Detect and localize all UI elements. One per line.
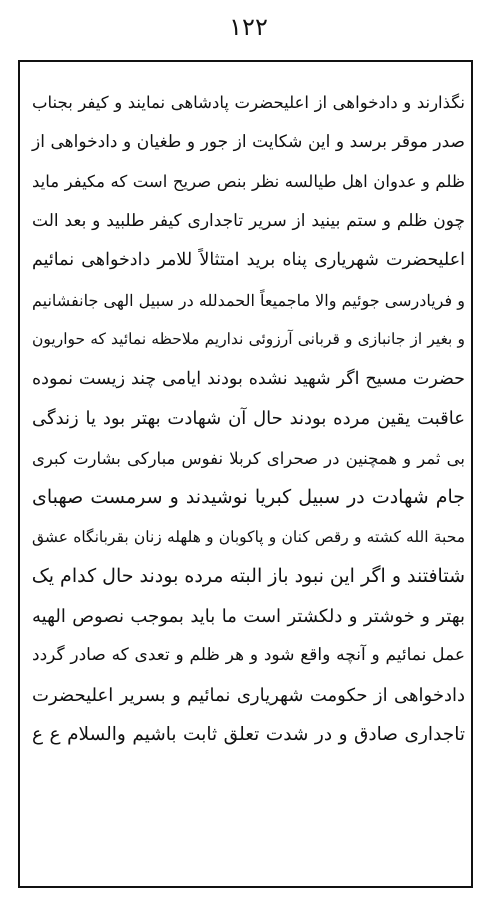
text-line: اعلیحضرت شهریاری پناه برید امتثالاً للامر دادخواهی نمائیم xyxy=(32,250,465,270)
text-line: ظلم و عدوان اهل طیالسه نظر بنص صریح است که مکیفر ماید xyxy=(32,172,465,191)
text-line: بهتر و خوشتر و دلکشتر است ما باید بموجب نصوص الهیه xyxy=(32,605,465,627)
text-line: عاقبت یقین مرده بودند حال آن شهادت بهتر بود یا زندگی xyxy=(32,408,465,429)
text-line: چون ظلم و ستم بینید از سریر تاجداری کیفر طلبید و بعد الت xyxy=(32,210,465,231)
text-line: نگذارند و دادخواهی از اعلیحضرت پادشاهی نمایند و کیفر بجناب xyxy=(32,93,465,112)
text-line: شتافتند و اگر این نبود باز البته مرده بودند حال کدام یک xyxy=(31,565,465,587)
text-line: حضرت مسیح اگر شهید نشده بودند ایامی چند زیست نموده xyxy=(32,368,465,389)
page-number: ۱۲۲ xyxy=(229,13,268,41)
text-line: بی ثمر و همچنین در صحرای کربلا نفوس مبارکی بشارت کبری xyxy=(32,448,465,468)
text-line: محبة الله کشته و رقص کنان و پاکوبان و هلهله زنان بقربانگاه عشق xyxy=(32,527,465,546)
text-body xyxy=(24,83,473,755)
text-line: و فریادرسی جوئیم والا ماجمیعاً الحمدلله در سبیل الهی جانفشانیم xyxy=(32,290,465,310)
text-line: جام شهادت در سبیل کبریا نوشیدند و سرمست صهبای xyxy=(32,486,465,508)
text-line: تاجداری صادق و در شدت تعلق ثابت باشیم والسلام ع ع xyxy=(32,724,465,745)
text-line: عمل نمائیم و آنچه واقع شود و هر ظلم و تعدی که صادر گردد xyxy=(32,645,465,665)
text-line: دادخواهی از حکومت شهریاری نمائیم و بسریر اعلیحضرت xyxy=(32,684,465,706)
text-line: صدر موقر برسد و این شکایت از جور و طغیان و دادخواهی از xyxy=(32,131,465,152)
text-line: و بغیر از جانبازی و قربانی آرزوئی نداریم ملاحظه نمائید که حواریون xyxy=(32,330,465,348)
